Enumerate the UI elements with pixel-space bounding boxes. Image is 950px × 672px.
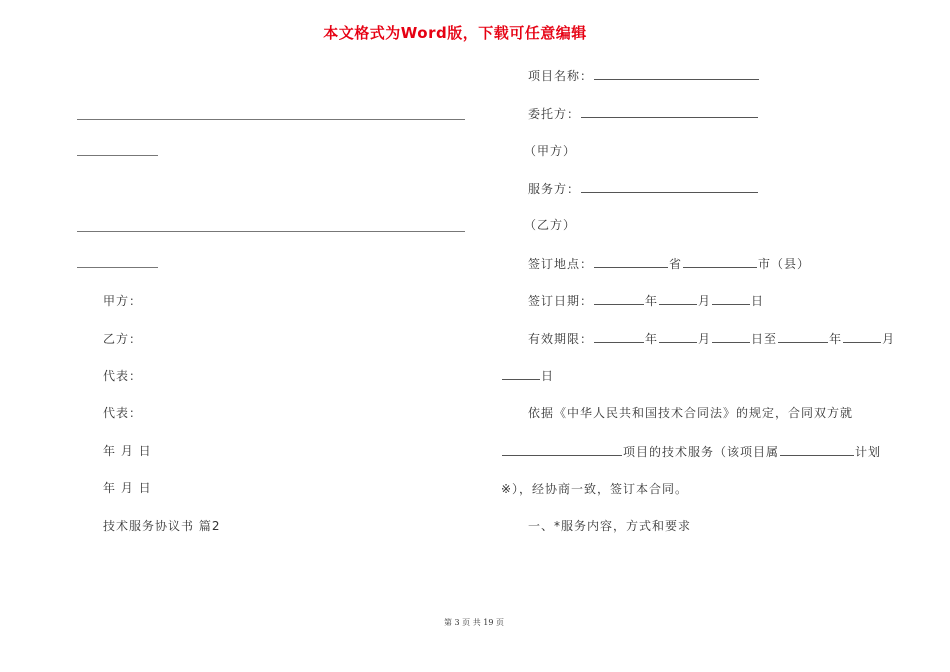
blank-line-2b [77, 267, 158, 268]
date-line-1: 年 月 日 [103, 444, 152, 458]
valid-period-row [528, 330, 895, 347]
party-b-label: 乙方： [103, 332, 143, 346]
valid-end-day-row [501, 367, 554, 384]
project-name-blank [594, 67, 759, 80]
party-a-paren: （甲方） [524, 144, 577, 158]
party-b-paren: （乙方） [524, 218, 577, 232]
client-row [528, 105, 759, 122]
sign-day-label: 日 [751, 294, 765, 308]
project-name-row [528, 67, 760, 84]
client-blank [581, 105, 758, 118]
contract-basis-text: 依据《中华人民共和国技术合同法》的规定，合同双方就 [528, 406, 854, 420]
project-service-row [501, 443, 881, 460]
project-service-text: 项目的技术服务（该项目属 [623, 445, 780, 459]
consensus-text: ※），经协商一致，签订本合同。 [501, 482, 689, 496]
valid-end-month-label: 月 [882, 332, 896, 346]
plan-label: 计划 [855, 445, 882, 459]
sign-month-label: 月 [698, 294, 712, 308]
valid-end-year-blank [778, 330, 828, 343]
valid-end-day-label: 日 [541, 369, 555, 383]
representative-label-1: 代表： [103, 369, 143, 383]
city-blank [683, 255, 757, 268]
sign-place-label: 签订地点： [528, 257, 594, 271]
blank-line-2a [77, 231, 465, 232]
valid-start-year-label: 年 [645, 332, 659, 346]
valid-period-label: 有效期限： [528, 332, 594, 346]
sign-year-blank [594, 292, 644, 305]
sign-year-label: 年 [645, 294, 659, 308]
section-title: 技术服务协议书 篇2 [103, 519, 221, 533]
project-name-label: 项目名称： [528, 69, 594, 83]
valid-start-year-blank [594, 330, 644, 343]
valid-end-day-blank [502, 367, 540, 380]
party-a-label: 甲方： [103, 294, 143, 308]
provider-label: 服务方： [528, 182, 581, 196]
page-number: 第 3 页 共 19 页 [444, 618, 504, 627]
valid-start-month-blank [659, 330, 697, 343]
date-line-2: 年 月 日 [103, 481, 152, 495]
sign-place-row [528, 255, 810, 272]
sign-month-blank [659, 292, 697, 305]
sign-date-row [528, 292, 764, 309]
project-blank [502, 443, 622, 456]
province-label: 省 [669, 257, 683, 271]
provider-blank [581, 180, 758, 193]
valid-to-label: 日至 [751, 332, 778, 346]
plan-blank [780, 443, 854, 456]
valid-start-month-label: 月 [698, 332, 712, 346]
document-banner: 本文格式为Word版，下载可任意编辑 [323, 24, 587, 42]
sign-date-label: 签订日期： [528, 294, 594, 308]
sign-day-blank [712, 292, 750, 305]
valid-start-day-blank [712, 330, 750, 343]
provider-row [528, 180, 759, 197]
valid-end-year-label: 年 [829, 332, 843, 346]
valid-end-month-blank [843, 330, 881, 343]
client-label: 委托方： [528, 107, 581, 121]
city-label: 市（县） [758, 257, 811, 271]
blank-line-1b [77, 155, 158, 156]
clause-1-heading: 一、*服务内容，方式和要求 [528, 519, 692, 533]
representative-label-2: 代表： [103, 406, 143, 420]
blank-line-1a [77, 119, 465, 120]
province-blank [594, 255, 668, 268]
